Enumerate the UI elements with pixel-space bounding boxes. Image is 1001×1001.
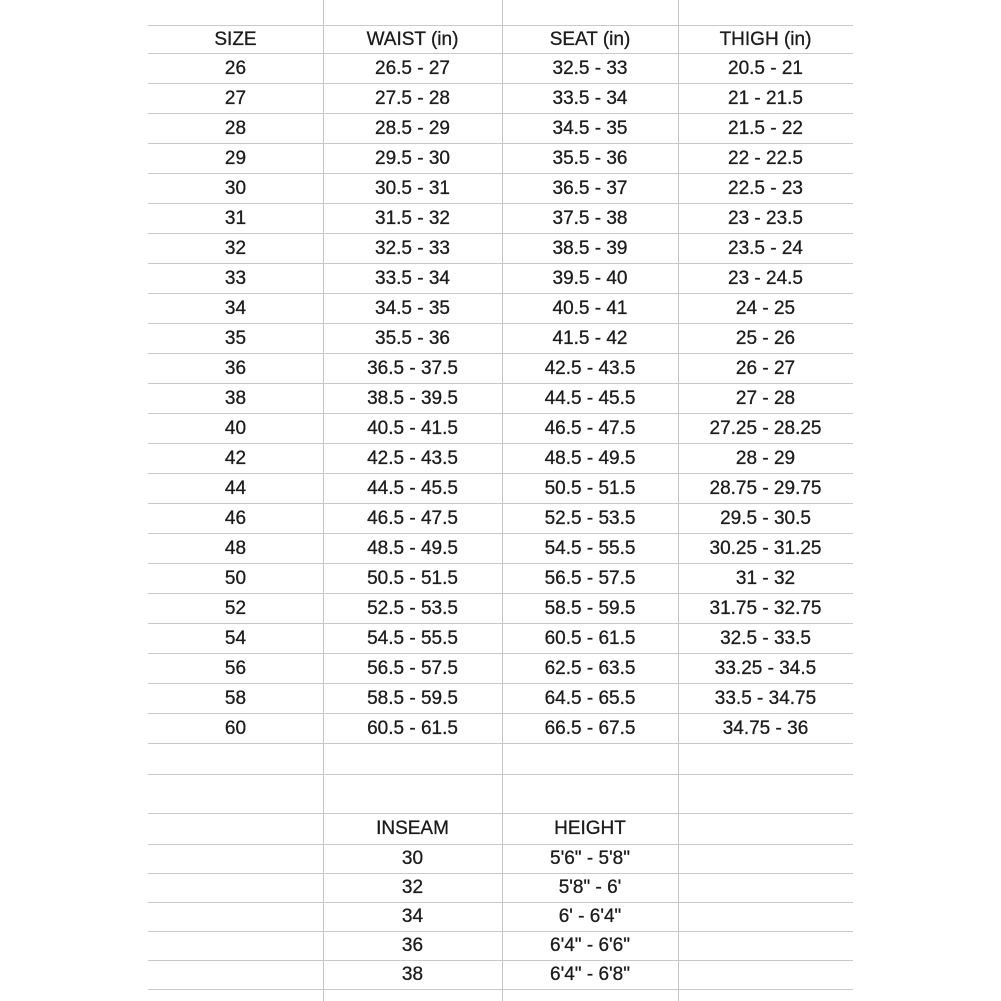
- inseam-cell: 32: [401, 877, 424, 898]
- empty-cell: [678, 961, 853, 989]
- thigh-cell: 26 - 27: [735, 357, 796, 379]
- thigh-cell: 31.75 - 32.75: [709, 597, 822, 619]
- table-row: [148, 264, 853, 294]
- thigh-cell: 34.75 - 36: [722, 717, 809, 739]
- seat-cell: 50.5 - 51.5: [544, 477, 636, 499]
- empty-cell: [148, 961, 323, 989]
- height-cell: 6'4" - 6'6": [550, 935, 630, 956]
- header-cell-size: SIZE: [214, 28, 257, 50]
- waist-cell: 56.5 - 57.5: [367, 657, 458, 679]
- table-row: [148, 714, 853, 744]
- thigh-cell: 20.5 - 21: [728, 57, 803, 79]
- size-cell: 44: [224, 477, 247, 499]
- empty-cell: [148, 0, 323, 25]
- inseam-cell: 34: [401, 906, 424, 927]
- empty-cell: [148, 775, 323, 813]
- table-row: [148, 684, 853, 714]
- size-cell: 31: [224, 207, 247, 229]
- seat-cell: 38.5 - 39: [552, 237, 628, 259]
- thigh-cell: 25 - 26: [735, 327, 796, 349]
- seat-cell: 64.5 - 65.5: [544, 687, 636, 709]
- table-row: [148, 474, 853, 504]
- waist-cell: 28.5 - 29: [375, 117, 450, 139]
- seat-cell: 62.5 - 63.5: [544, 657, 636, 679]
- thigh-cell: 28.75 - 29.75: [709, 477, 822, 499]
- seat-cell: 40.5 - 41: [552, 297, 628, 319]
- thigh-cell: 24 - 25: [735, 297, 796, 319]
- empty-cell: [323, 775, 502, 813]
- empty-cell: [678, 775, 853, 813]
- header-cell-thigh: THIGH (in): [719, 28, 812, 50]
- table-row: [148, 444, 853, 474]
- empty-cell: [678, 874, 853, 902]
- waist-cell: 46.5 - 47.5: [367, 507, 458, 529]
- thigh-cell: 33.25 - 34.5: [714, 657, 817, 679]
- table-row: [148, 384, 853, 414]
- thigh-cell: 28 - 29: [735, 447, 796, 469]
- waist-cell: 29.5 - 30: [375, 147, 450, 169]
- empty-cell: [678, 932, 853, 960]
- waist-cell: 35.5 - 36: [375, 327, 450, 349]
- size-cell: 35: [224, 327, 247, 349]
- thigh-cell: 27.25 - 28.25: [709, 417, 822, 439]
- table-row: [148, 204, 853, 234]
- empty-cell: [148, 874, 323, 902]
- empty-cell: [148, 744, 323, 774]
- table-row: [148, 903, 853, 932]
- spacer-row-top: [148, 0, 853, 26]
- table-row: [148, 294, 853, 324]
- spacer-row: [148, 744, 853, 775]
- size-cell: 28: [224, 117, 247, 139]
- thigh-cell: 31 - 32: [735, 567, 796, 589]
- waist-cell: 36.5 - 37.5: [367, 357, 458, 379]
- size-cell: 26: [224, 57, 247, 79]
- seat-cell: 41.5 - 42: [552, 327, 628, 349]
- table-row: [148, 594, 853, 624]
- thigh-cell: 29.5 - 30.5: [720, 507, 811, 529]
- size-cell: 56: [224, 657, 247, 679]
- seat-cell: 66.5 - 67.5: [544, 717, 636, 739]
- empty-cell: [148, 903, 323, 931]
- thigh-cell: 23.5 - 24: [728, 237, 803, 259]
- height-cell: 6' - 6'4": [558, 906, 622, 927]
- waist-cell: 44.5 - 45.5: [367, 477, 458, 499]
- height-cell: 6'4" - 6'8": [550, 964, 630, 985]
- waist-cell: 30.5 - 31: [375, 177, 450, 199]
- size-cell: 32: [224, 237, 247, 259]
- size-cell: 38: [224, 387, 247, 409]
- thigh-cell: 32.5 - 33.5: [720, 627, 811, 649]
- seat-cell: 44.5 - 45.5: [544, 387, 636, 409]
- size-cell: 42: [224, 447, 247, 469]
- table-row: [148, 414, 853, 444]
- size-cell: 54: [224, 627, 247, 649]
- waist-cell: 27.5 - 28: [375, 87, 450, 109]
- thigh-cell: 23 - 23.5: [728, 207, 803, 229]
- waist-cell: 54.5 - 55.5: [367, 627, 458, 649]
- empty-cell: [502, 0, 678, 25]
- inseam-cell: 36: [401, 935, 424, 956]
- waist-cell: 31.5 - 32: [375, 207, 450, 229]
- waist-cell: 33.5 - 34: [375, 267, 450, 289]
- size-cell: 33: [224, 267, 247, 289]
- waist-cell: 38.5 - 39.5: [367, 387, 458, 409]
- size-cell: 50: [224, 567, 247, 589]
- seat-cell: 34.5 - 35: [552, 117, 628, 139]
- table-row: [148, 324, 853, 354]
- waist-cell: 48.5 - 49.5: [367, 537, 458, 559]
- header-cell-inseam: INSEAM: [376, 818, 449, 839]
- seat-cell: 60.5 - 61.5: [544, 627, 636, 649]
- thigh-cell: 27 - 28: [735, 387, 796, 409]
- empty-cell: [148, 845, 323, 873]
- seat-cell: 37.5 - 38: [552, 207, 628, 229]
- thigh-cell: 21.5 - 22: [728, 117, 803, 139]
- thigh-cell: 30.25 - 31.25: [709, 537, 822, 559]
- seat-cell: 33.5 - 34: [552, 87, 628, 109]
- table-row: [148, 874, 853, 903]
- table-row: [148, 504, 853, 534]
- header-cell-height: HEIGHT: [554, 818, 626, 839]
- seat-cell: 35.5 - 36: [552, 147, 628, 169]
- size-cell: 60: [224, 717, 247, 739]
- table-row: [148, 234, 853, 264]
- thigh-cell: 23 - 24.5: [728, 267, 803, 289]
- seat-cell: 56.5 - 57.5: [544, 567, 636, 589]
- inseam-cell: 38: [401, 964, 424, 985]
- empty-cell: [678, 0, 853, 25]
- seat-cell: 36.5 - 37: [552, 177, 628, 199]
- waist-cell: 58.5 - 59.5: [367, 687, 458, 709]
- waist-cell: 60.5 - 61.5: [367, 717, 458, 739]
- waist-cell: 32.5 - 33: [375, 237, 450, 259]
- seat-cell: 46.5 - 47.5: [544, 417, 636, 439]
- size-cell: 40: [224, 417, 247, 439]
- table-row: [148, 174, 853, 204]
- table-row: [148, 84, 853, 114]
- empty-cell: [678, 744, 853, 774]
- table-row: [148, 961, 853, 990]
- seat-cell: 39.5 - 40: [552, 267, 628, 289]
- seat-cell: 52.5 - 53.5: [544, 507, 636, 529]
- empty-cell: [502, 744, 678, 774]
- size-cell: 48: [224, 537, 247, 559]
- thigh-cell: 22.5 - 23: [728, 177, 803, 199]
- waist-cell: 40.5 - 41.5: [367, 417, 458, 439]
- table-row: [148, 54, 853, 84]
- size-cell: 52: [224, 597, 247, 619]
- size-cell: 29: [224, 147, 247, 169]
- size-cell: 34: [224, 297, 247, 319]
- seat-cell: 48.5 - 49.5: [544, 447, 636, 469]
- inseam-cell: 30: [401, 848, 424, 869]
- header-row: [148, 26, 853, 54]
- table-row: [148, 564, 853, 594]
- inseam-header-row: [148, 814, 853, 845]
- empty-cell: [678, 845, 853, 873]
- size-cell: 46: [224, 507, 247, 529]
- seat-cell: 58.5 - 59.5: [544, 597, 636, 619]
- table-row: [148, 354, 853, 384]
- seat-cell: 54.5 - 55.5: [544, 537, 636, 559]
- empty-cell: [678, 903, 853, 931]
- empty-cell: [323, 0, 502, 25]
- table-row: [148, 114, 853, 144]
- thigh-cell: 22 - 22.5: [728, 147, 803, 169]
- seat-cell: 42.5 - 43.5: [544, 357, 636, 379]
- table-row: [148, 144, 853, 174]
- size-cell: 30: [224, 177, 247, 199]
- waist-cell: 52.5 - 53.5: [367, 597, 458, 619]
- waist-cell: 34.5 - 35: [375, 297, 450, 319]
- seat-cell: 32.5 - 33: [552, 57, 628, 79]
- empty-cell: [148, 932, 323, 960]
- thigh-cell: 21 - 21.5: [728, 87, 803, 109]
- spacer-row: [148, 775, 853, 814]
- table-row: [148, 624, 853, 654]
- empty-cell: [502, 775, 678, 813]
- empty-cell: [148, 814, 323, 844]
- size-cell: 36: [224, 357, 247, 379]
- table-row: [148, 654, 853, 684]
- thigh-cell: 33.5 - 34.75: [714, 687, 817, 709]
- waist-cell: 26.5 - 27: [375, 57, 450, 79]
- size-cell: 58: [224, 687, 247, 709]
- header-cell-seat: SEAT (in): [549, 28, 631, 50]
- height-cell: 5'8" - 6': [558, 877, 622, 898]
- table-row: [148, 534, 853, 564]
- empty-cell: [323, 744, 502, 774]
- header-cell-waist: WAIST (in): [366, 28, 459, 50]
- empty-cell: [678, 814, 853, 844]
- table-row: [148, 932, 853, 961]
- table-row: [148, 845, 853, 874]
- table-grid: [148, 0, 853, 990]
- height-cell: 5'6" - 5'8": [550, 848, 630, 869]
- waist-cell: 50.5 - 51.5: [367, 567, 458, 589]
- size-cell: 27: [224, 87, 247, 109]
- waist-cell: 42.5 - 43.5: [367, 447, 458, 469]
